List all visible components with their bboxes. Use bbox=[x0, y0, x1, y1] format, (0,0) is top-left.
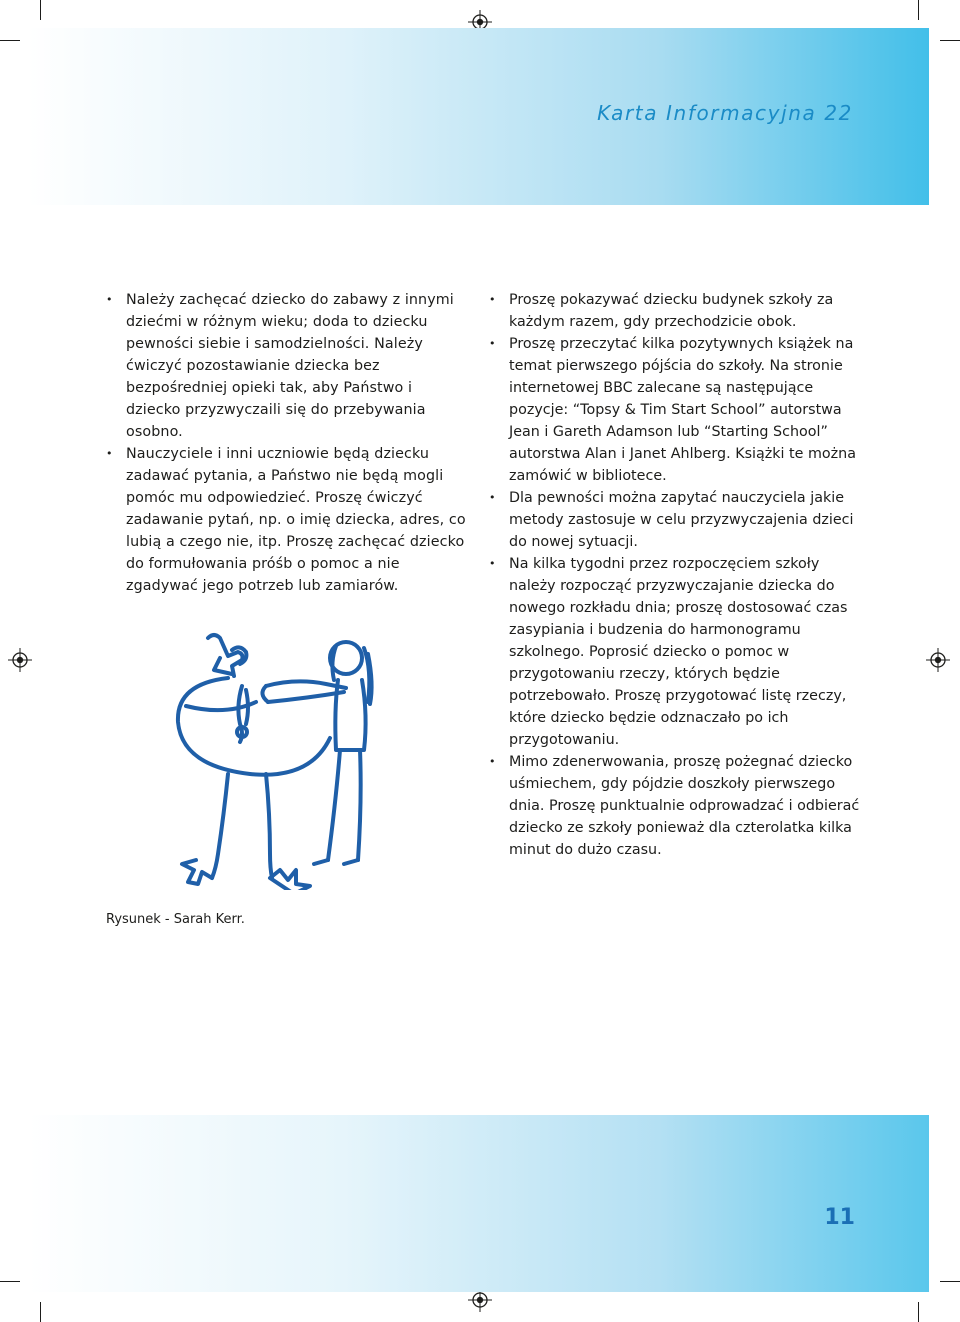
header-banner bbox=[28, 28, 929, 205]
footer-banner bbox=[28, 1115, 929, 1292]
registration-mark-icon bbox=[926, 648, 950, 672]
crop-mark bbox=[940, 1281, 960, 1282]
list-item: • Proszę przeczytać kilka pozytywnych książek na temat pierwszego pójścia do szkoły. Na stronie internetowej BBC zalecane są następujące pozycje: “Topsy & Tim Start School” autorstwa Jean i Gareth Adamson lub “Starting School” autorstwa Alan i Janet Ahlberg. Książki te można zamówić w bibliotece. bbox=[489, 333, 869, 487]
crop-mark bbox=[918, 1302, 919, 1322]
crop-mark bbox=[0, 40, 20, 41]
crop-mark bbox=[40, 1302, 41, 1322]
right-bullet-list bbox=[489, 289, 869, 861]
registration-mark-icon bbox=[8, 648, 32, 672]
page-number: 11 bbox=[824, 1205, 855, 1230]
list-item: • Proszę pokazywać dziecku budynek szkoły za każdym razem, gdy przechodzicie obok. bbox=[489, 289, 869, 333]
crop-mark bbox=[40, 0, 41, 20]
left-bullet-list bbox=[106, 289, 466, 597]
page-title: Karta Informacyjna 22 bbox=[597, 101, 853, 125]
crop-mark bbox=[918, 0, 919, 20]
list-item: • Mimo zdenerwowania, proszę pożegnać dziecko uśmiechem, gdy pójdzie doszkoły pierwszego dnia. Proszę punktualnie odprowadzać i odbierać dziecko ze szkoły ponieważ dla czterolatka kilka minut do dużo czasu. bbox=[489, 751, 869, 861]
child-washing-hands-drawing bbox=[168, 628, 398, 890]
crop-mark bbox=[940, 40, 960, 41]
figure-caption: Rysunek - Sarah Kerr. bbox=[106, 912, 245, 927]
crop-mark bbox=[0, 1281, 20, 1282]
list-item: • Dla pewności można zapytać nauczyciela jakie metody zastosuje w celu przyzwyczajenia dzieci do nowej sytuacji. bbox=[489, 487, 869, 553]
list-item: • Nauczyciele i inni uczniowie będą dziecku zadawać pytania, a Państwo nie będą mogli pomóc mu odpowiedzieć. Proszę ćwiczyć zadawanie pytań, np. o imię dziecka, adres, co lubią a czego nie, itp. Proszę zachęcać dziecko do formułowania próśb o pomoc a nie zgadywać jego potrzeb lub zamiarów. bbox=[106, 443, 466, 597]
list-item: • Należy zachęcać dziecko do zabawy z innymi dziećmi w różnym wieku; doda to dziecku pewności siebie i samodzielności. Należy ćwiczyć pozostawianie dziecka bez bezpośredniej opieki tak, aby Państwo i dziecko przyzwyczaili się do przebywania osobno. bbox=[106, 289, 466, 443]
list-item: • Na kilka tygodni przez rozpoczęciem szkoły należy rozpocząć przyzwyczajanie dziecka do nowego rozkładu dnia; proszę dostosować czas zasypiania i budzenia do harmonogramu szkolnego. Poprosić dziecko o pomoc w przygotowaniu rzeczy, których będzie potrzebowało. Proszę przygotować listę rzeczy, które dziecko będzie odznaczało po ich przygotowaniu. bbox=[489, 553, 869, 751]
